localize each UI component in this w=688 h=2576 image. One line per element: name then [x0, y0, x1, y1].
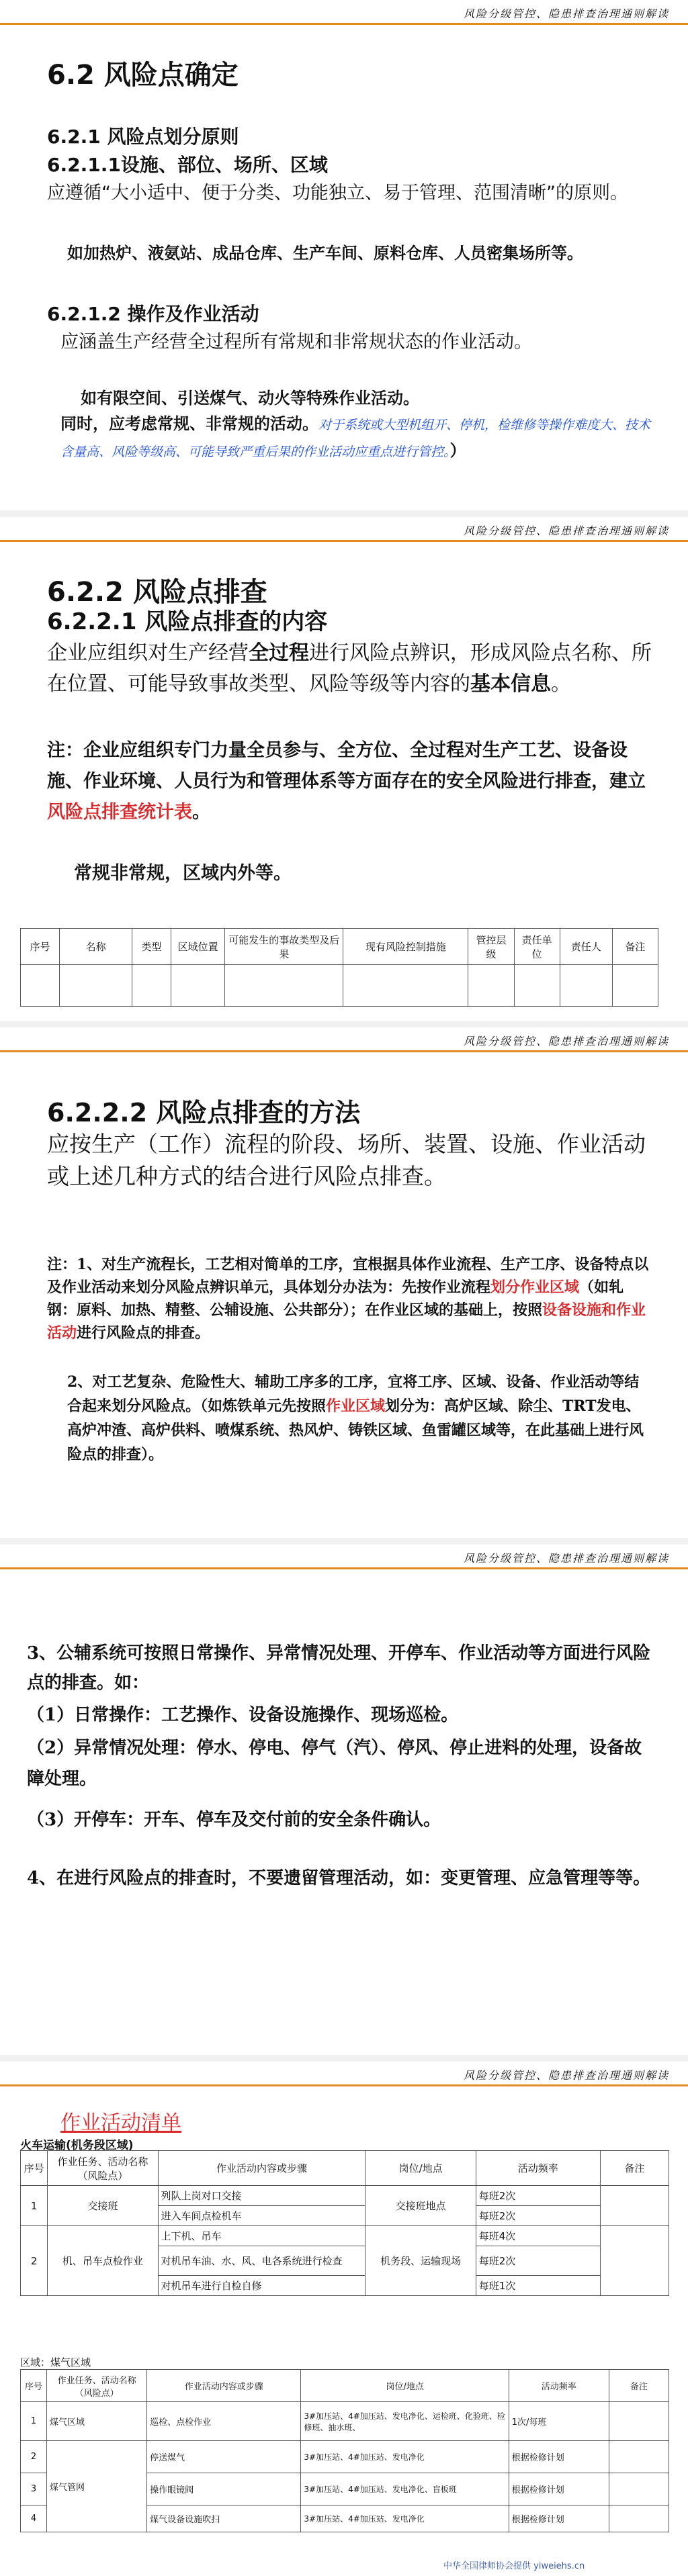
paragraph: 3、公辅系统可按照日常操作、异常情况处理、开停车、作业活动等方面进行风险点的排查。如： — [27, 1643, 651, 1693]
slide-divider — [0, 2055, 688, 2062]
example-text: 如有限空间、引送煤气、动火等特殊作业活动。 — [81, 388, 419, 408]
table-row — [21, 2186, 669, 2206]
cell-step: 对机吊车进行自检自修 — [158, 2276, 366, 2296]
table-row — [21, 2402, 669, 2441]
col-header: 名称 — [60, 929, 132, 965]
paragraph: 4、在进行风险点的排查时，不要遗留管理活动，如：变更管理、应急管理等等。 — [27, 1868, 651, 1888]
text-run: 风险点排查统计表 — [47, 802, 192, 823]
cell-no: 2 — [21, 2226, 48, 2296]
cell-task: 交接班 — [48, 2186, 158, 2226]
table-row — [21, 2441, 669, 2473]
col-header: 区域位置 — [171, 929, 225, 965]
header-text: 风险分级管控、隐患排查治理通则解读 — [463, 2069, 669, 2082]
activity-table-train — [20, 2150, 669, 2296]
col-header: 类型 — [132, 929, 171, 965]
cell-note — [609, 2505, 669, 2532]
header-line — [0, 540, 688, 542]
col-header: 作业任务、活动名称（风险点） — [47, 2370, 147, 2402]
text-run: 进行风险点辨识，形成风险点名称、所在位置、可能导致事故类型、风险等级等内容的 — [47, 641, 652, 696]
slide-risk-point-determination — [0, 0, 688, 517]
cell-freq: 每班2次 — [476, 2246, 600, 2276]
section-label: 火车运输(机务段区域) — [20, 2139, 134, 2152]
col-header: 活动频率 — [509, 2370, 609, 2402]
slide-header — [0, 2062, 688, 2091]
col-header: 作业活动内容或步骤 — [147, 2370, 301, 2402]
cell-note — [609, 2441, 669, 2473]
cell-step: 巡检、点检作业 — [147, 2402, 301, 2441]
page-title: 6.2.2.2 风险点排查的方法 — [47, 1098, 361, 1128]
header-line — [0, 2084, 688, 2086]
section-heading: 6.2.1.1设施、部位、场所、区域 — [47, 154, 328, 176]
paragraph — [47, 638, 652, 700]
slide-header — [0, 1545, 688, 1574]
text-run: 作业区域 — [326, 1397, 386, 1415]
cell-post: 机务段、运输现场 — [366, 2226, 476, 2296]
cell-freq: 每班4次 — [476, 2226, 600, 2246]
cell-post: 3#加压站、4#加压站、发电净化、盲板班 — [301, 2473, 509, 2505]
text-run: 全过程 — [249, 641, 309, 665]
text-run: 注：企业应组织专门力量全员参与、全方位、全过程对生产工艺、设备设施、作业环境、人员行为和管理体系等方面存在的安全风险进行排查，建立 — [47, 740, 646, 792]
close-paren: ） — [449, 441, 466, 460]
col-header: 作业任务、活动名称（风险点） — [48, 2151, 158, 2186]
cell-freq: 每班1次 — [476, 2276, 600, 2296]
col-header: 岗位/地点 — [366, 2151, 476, 2186]
cell-freq: 根据检修计划 — [509, 2441, 609, 2473]
list-item: （1）日常操作：工艺操作、设备设施操作、现场巡检。 — [27, 1705, 459, 1725]
table-header-row — [21, 929, 658, 965]
slide-public-systems — [0, 1545, 688, 2062]
text-run: 。 — [192, 802, 210, 823]
cell-note — [600, 2226, 669, 2296]
col-header: 岗位/地点 — [301, 2370, 509, 2402]
text-run: 企业应组织对生产经营 — [47, 641, 249, 665]
header-text: 风险分级管控、隐患排查治理通则解读 — [463, 1552, 669, 1565]
example-text: 同时，应考虑常规、非常规的活动。 — [60, 414, 318, 433]
cell-post: 3#加压站、4#加压站、发电净化、运检班、化验班、检修班、抽水班、 — [301, 2402, 509, 2441]
slide-header — [0, 0, 688, 30]
activity-table-gas — [20, 2369, 669, 2532]
list-item: （2）异常情况处理：停水、停电、停气（汽）、停风、停止进料的处理，设备故障处理。 — [27, 1738, 642, 1789]
example-note-block — [60, 411, 652, 465]
cell-step: 列队上岗对口交接 — [158, 2186, 366, 2206]
slide-header — [0, 1027, 688, 1057]
cell-step: 进入车间点检机车 — [158, 2206, 366, 2226]
example-text: 如加热炉、液氨站、成品仓库、生产车间、原料仓库、人员密集场所等。 — [67, 243, 583, 263]
cell-task: 煤气管网 — [47, 2441, 147, 2532]
paragraph: 应遵循“大小适中、便于分类、功能独立、易于管理、范围清晰”的原则。 — [47, 183, 628, 203]
slide-divider — [0, 1021, 688, 1027]
col-header: 现有风险控制措施 — [343, 929, 468, 965]
col-header: 序号 — [21, 2151, 48, 2186]
cell-no: 1 — [21, 2186, 48, 2226]
cell-no: 3 — [21, 2473, 47, 2505]
cell-post: 3#加压站、4#加压站、发电净化 — [301, 2441, 509, 2473]
header-text: 风险分级管控、隐患排查治理通则解读 — [463, 7, 669, 20]
page-title: 6.2 风险点确定 — [47, 60, 239, 91]
cell-post: 交接班地点 — [366, 2186, 476, 2226]
list-item: （3）开停车：开车、停车及交付前的安全条件确认。 — [27, 1810, 441, 1830]
cell-note — [609, 2473, 669, 2505]
note-paragraph — [47, 737, 652, 830]
slide-divider — [0, 510, 688, 517]
paragraph: 应涵盖生产经营全过程所有常规和非常规状态的作业活动。 — [60, 332, 532, 353]
col-header: 备注 — [612, 929, 658, 965]
header-line — [0, 1050, 688, 1052]
cell-freq: 每班2次 — [476, 2206, 600, 2226]
header-line — [0, 23, 688, 25]
col-header: 备注 — [609, 2370, 669, 2402]
slide-header — [0, 517, 688, 547]
text-run: 2、对工艺复杂、危险性大、辅助工序多的工序，宜将工序、区域、设备、作业活动等结合起来划分风险点。（如炼铁单元先按照 — [67, 1373, 640, 1415]
table-row — [21, 2226, 669, 2246]
cell-step: 操作眼镜阀 — [147, 2473, 301, 2505]
page-title: 作业活动清单 — [60, 2111, 181, 2135]
cell-task: 煤气区域 — [47, 2402, 147, 2441]
slide-activity-list — [0, 2062, 688, 2576]
cell-step: 对机吊车油、水、风、电各系统进行检查 — [158, 2246, 366, 2276]
col-header: 管控层级 — [468, 929, 514, 965]
header-text: 风险分级管控、隐患排查治理通则解读 — [463, 1035, 669, 1048]
cell-step: 停送煤气 — [147, 2441, 301, 2473]
text-run: 基本信息 — [470, 672, 551, 696]
table-header-row — [21, 2151, 669, 2186]
cell-step: 上下机、吊车 — [158, 2226, 366, 2246]
text-run: 设备设施和作业活动 — [47, 1301, 646, 1342]
col-header: 活动频率 — [476, 2151, 600, 2186]
cell-freq: 1次/每班 — [509, 2402, 609, 2441]
cell-freq: 根据检修计划 — [509, 2505, 609, 2532]
cell-note — [609, 2402, 669, 2441]
note-text: 对于系统或大型机组开、停机，检维修等操作难度大、技术含量高、风险等级高、可能导致严重后果的作业活动应重点进行管控。 — [60, 418, 651, 459]
paragraph: 常规非常规，区域内外等。 — [74, 863, 292, 884]
cell-no: 4 — [21, 2505, 47, 2532]
cell-freq: 每班2次 — [476, 2186, 600, 2206]
header-text: 风险分级管控、隐患排查治理通则解读 — [463, 524, 669, 537]
section-label: 区域：煤气区域 — [20, 2356, 91, 2368]
col-header: 序号 — [21, 2370, 47, 2402]
header-line — [0, 1567, 688, 1569]
slide-divider — [0, 1538, 688, 1545]
cell-no: 2 — [21, 2441, 47, 2473]
col-header: 可能发生的事故类型及后果 — [225, 929, 343, 965]
text-run: 。 — [551, 672, 571, 696]
table-header-row — [21, 2370, 669, 2402]
note-1 — [47, 1253, 652, 1344]
section-heading: 6.2.1 风险点划分原则 — [47, 126, 239, 148]
cell-step: 煤气设备设施吹扫 — [147, 2505, 301, 2532]
cell-note — [600, 2186, 669, 2226]
text-run: 注：1、对生产流程长，工艺相对简单的工序，宜根据具体作业流程、生产工序、设备特点以及作业活动来划分风险点辨识单元，具体划分办法为：先按作业流程 — [47, 1256, 649, 1296]
section-heading: 6.2.2.1 风险点排查的内容 — [47, 608, 328, 635]
slide-risk-point-inspection — [0, 517, 688, 1027]
section-heading: 6.2.1.2 操作及作业活动 — [47, 303, 259, 325]
text-run: 进行风险点的排查。 — [77, 1324, 210, 1342]
col-header: 责任单位 — [514, 929, 560, 965]
col-header: 备注 — [600, 2151, 669, 2186]
cell-no: 1 — [21, 2402, 47, 2441]
text-run: 划分为：高炉区域、除尘、TRT发电、高炉冲渣、高炉供料、喷煤系统、热风炉、铸铁区域、鱼雷罐区域等，在此基础上进行风险点的排查）。 — [67, 1397, 644, 1463]
cell-freq: 根据检修计划 — [509, 2473, 609, 2505]
cell-post: 3#加压站、4#加压站、发电净化 — [301, 2505, 509, 2532]
paragraph: 应按生产（工作）流程的阶段、场所、装置、设施、作业活动或上述几种方式的结合进行风险点排查。 — [47, 1131, 646, 1189]
text-run: （如轧钢：原料、加热、精整、公辅设施、公共部分）；在作业区域的基础上，按照 — [47, 1279, 624, 1319]
text-run: 划分作业区域 — [490, 1279, 580, 1296]
col-header: 序号 — [21, 929, 60, 965]
cell-task: 机、吊车点检作业 — [48, 2226, 158, 2296]
col-header: 责任人 — [560, 929, 612, 965]
page-title: 6.2.2 风险点排查 — [47, 577, 267, 608]
slide-inspection-method — [0, 1027, 688, 1545]
risk-point-table — [20, 928, 658, 1007]
note-2 — [67, 1370, 652, 1467]
table-row — [21, 965, 658, 1007]
watermark: 中华全国律师协会提供 yiweiehs.cn — [443, 2561, 585, 2571]
col-header: 作业活动内容或步骤 — [158, 2151, 366, 2186]
